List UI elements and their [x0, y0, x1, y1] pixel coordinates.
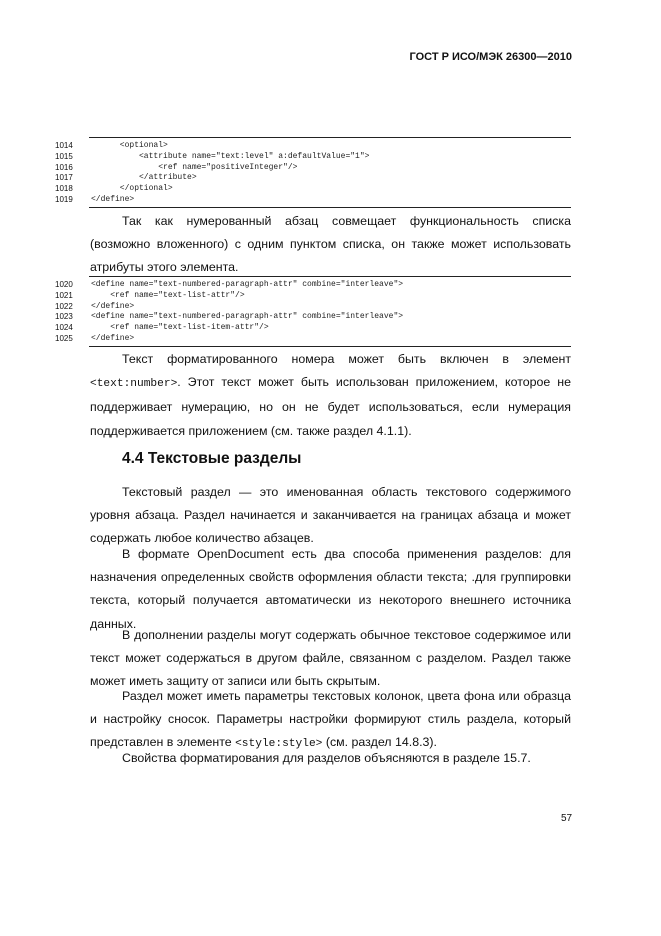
- section-title: 4.4 Текстовые разделы: [122, 450, 302, 467]
- code-line: 1023 <define name="text-numbered-paragraph-attr" combine="interleave">: [55, 312, 404, 322]
- inline-code: <style:style>: [235, 738, 323, 751]
- code-line: 1018 </optional>: [55, 184, 173, 194]
- code-bottom-rule: [89, 346, 571, 347]
- paragraph: Текст форматированного номера может быть включен в элемент <text:number>. Этот текст может быть использован приложением, которое не поддерживает нумерацию, но он не будет использоваться, если нумерация поддерживается приложением (см. также раздел 4.1.1).: [90, 352, 571, 438]
- code-block-1: [55, 137, 571, 208]
- paragraph: Свойства форматирования для разделов объясняются в разделе 15.7.: [122, 751, 531, 765]
- code-line: 1020 <define name="text-numbered-paragraph-attr" combine="interleave">: [55, 280, 404, 289]
- paragraph: Текстовый раздел — это именованная область текстового содержимого уровня абзаца. Раздел начинается и заканчивается на границах абзаца и может содержать любое количество абзацев.: [90, 485, 571, 546]
- code-line: 1017 </attribute>: [55, 173, 197, 183]
- code-line: 1021 <ref name="text-list-attr"/>: [55, 290, 245, 300]
- code-line: 1025 </define>: [55, 333, 135, 343]
- code-block-2: [55, 276, 571, 347]
- code-line: 1014 <optional>: [55, 141, 168, 150]
- paragraph: В дополнении разделы могут содержать обычное текстовое содержимое или текст может содержаться в другом файле, связанном с разделом. Раздел также может иметь защиту от записи или быть скрытым.: [90, 628, 571, 689]
- document-header: ГОСТ Р ИСО/МЭК 26300—2010: [409, 51, 572, 63]
- page-number: 57: [561, 813, 573, 824]
- code-line: 1024 <ref name="text-list-item-attr"/>: [55, 323, 269, 333]
- paragraph: Так как нумерованный абзац совмещает функциональность списка (возможно вложенного) с одним пунктом списка, он также может использовать атрибуты этого элемента.: [90, 214, 571, 275]
- paragraph: В формате OpenDocument есть два способа применения разделов: для назначения определенных свойств оформления области текста; .для группировки текста, который получается автоматически из некоторого внешнего источника данных.: [90, 547, 571, 631]
- code-bottom-rule: [89, 207, 571, 208]
- inline-code: <text:number>: [90, 378, 178, 391]
- code-line: 1016 <ref name="positiveInteger"/>: [55, 162, 298, 172]
- code-line: 1019 </define>: [55, 194, 135, 204]
- code-line: 1015 <attribute name="text:level" a:defaultValue="1">: [55, 151, 370, 161]
- paragraph: Раздел может иметь параметры текстовых колонок, цвета фона или образца и настройку сносок. Параметры настройки формируют стиль раздела, который представлен в элементе <style:style> (см. раздел 14.8.3).: [90, 689, 571, 751]
- code-line: 1022 </define>: [55, 301, 135, 311]
